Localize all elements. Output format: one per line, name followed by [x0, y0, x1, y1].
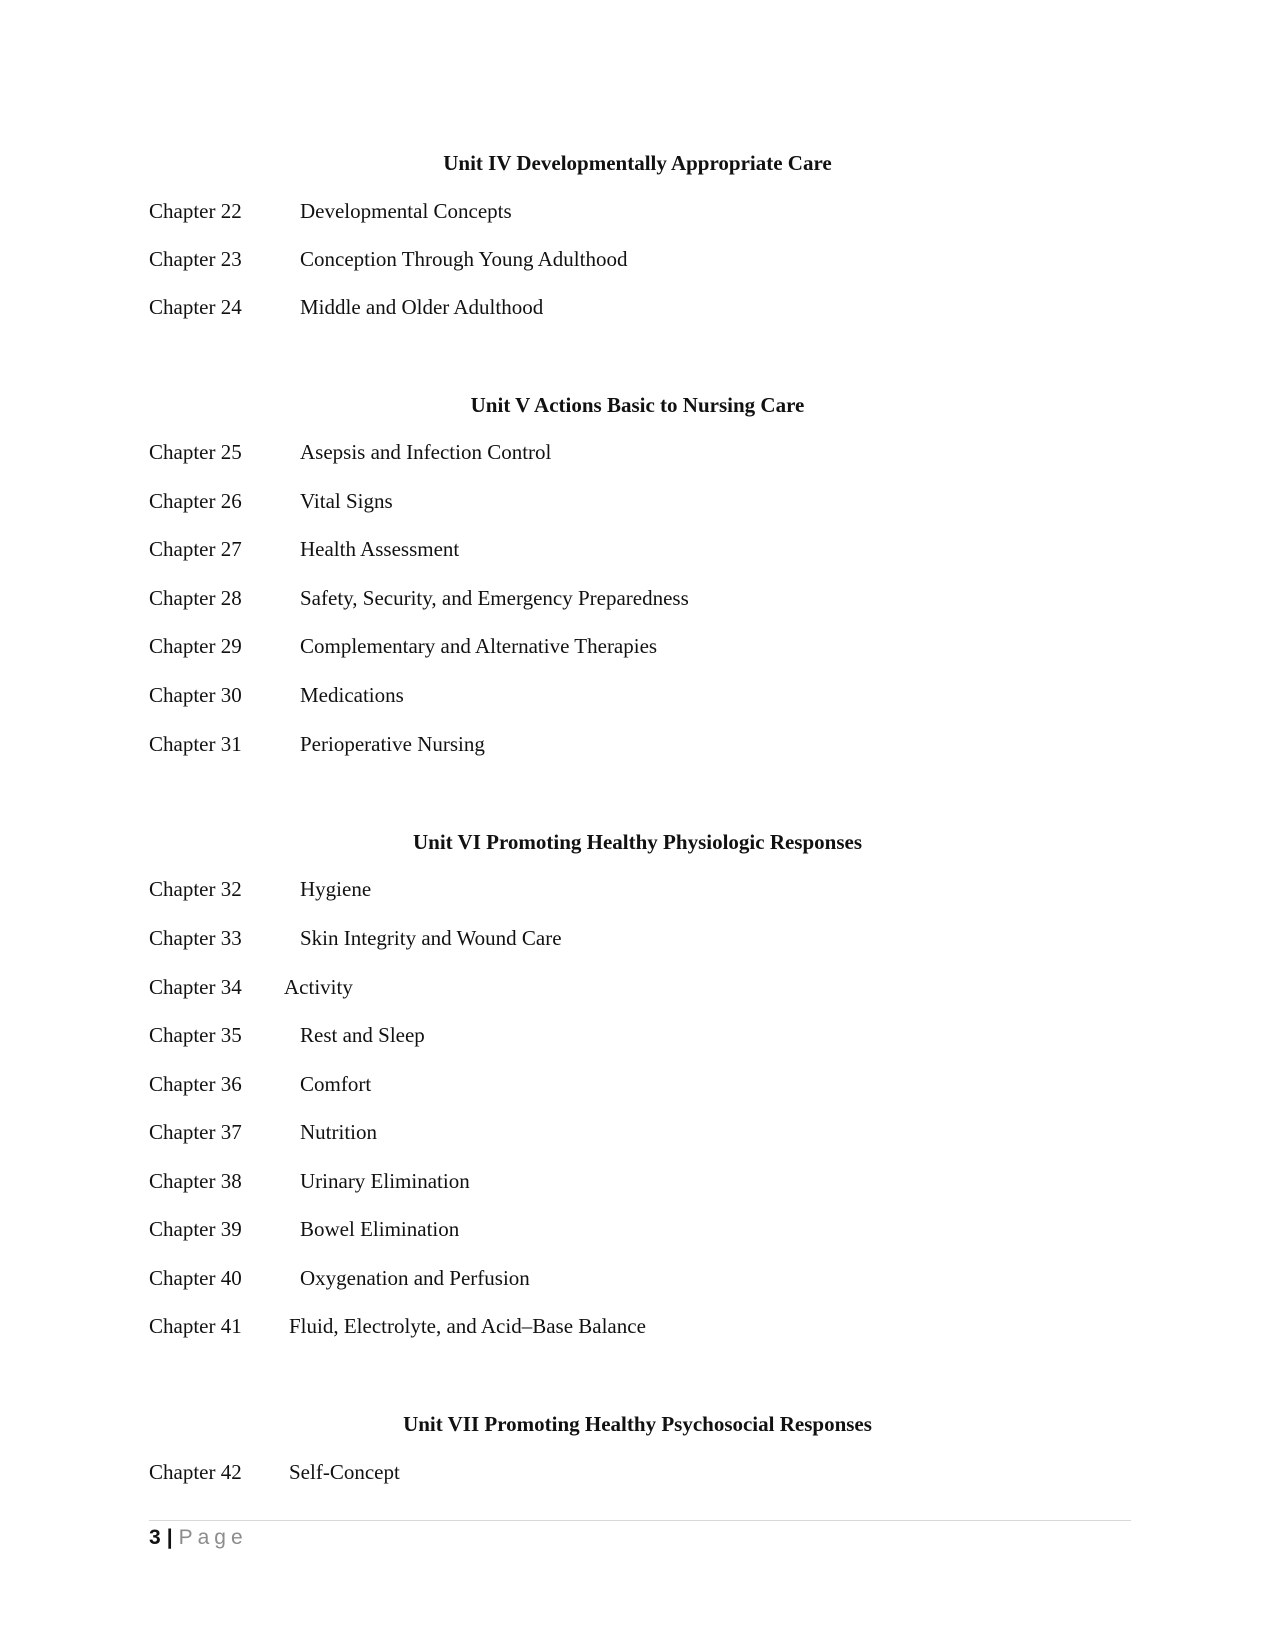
chapter-title: Bowel Elimination	[300, 1217, 460, 1241]
chapter-title: Developmental Concepts	[300, 199, 512, 223]
toc-row	[0, 1022, 1275, 1048]
chapter-number: Chapter 31	[149, 732, 242, 756]
page-label: Page	[178, 1526, 248, 1549]
toc-row	[0, 246, 1275, 272]
chapter-title: Self-Concept	[289, 1460, 400, 1484]
unit-heading: Unit IV Developmentally Appropriate Care	[443, 151, 832, 175]
chapter-title: Asepsis and Infection Control	[300, 440, 552, 464]
chapter-number: Chapter 35	[149, 1023, 242, 1047]
toc-row	[0, 439, 1275, 465]
chapter-title: Middle and Older Adulthood	[300, 295, 544, 319]
chapter-number: Chapter 33	[149, 926, 242, 950]
chapter-title: Medications	[300, 683, 404, 707]
toc-row	[0, 294, 1275, 320]
page-footer	[149, 1525, 248, 1551]
chapter-title: Urinary Elimination	[300, 1169, 470, 1193]
toc-row	[0, 876, 1275, 902]
toc-row	[0, 1216, 1275, 1242]
chapter-number: Chapter 22	[149, 199, 242, 223]
chapter-title: Health Assessment	[300, 537, 460, 561]
chapter-title: Rest and Sleep	[300, 1023, 425, 1047]
chapter-number: Chapter 32	[149, 877, 242, 901]
chapter-number: Chapter 23	[149, 247, 242, 271]
footer-divider	[149, 1520, 1131, 1521]
chapter-number: Chapter 38	[149, 1169, 242, 1193]
chapter-title: Hygiene	[300, 877, 372, 901]
chapter-number: Chapter 40	[149, 1266, 242, 1290]
unit-heading: Unit VI Promoting Healthy Physiologic Responses	[413, 830, 862, 854]
footer-separator: |	[166, 1526, 173, 1549]
chapter-number: Chapter 37	[149, 1120, 242, 1144]
chapter-number: Chapter 26	[149, 489, 242, 513]
toc-row	[0, 1168, 1275, 1194]
toc-row	[0, 682, 1275, 708]
chapter-number: Chapter 41	[149, 1314, 242, 1338]
chapter-number: Chapter 27	[149, 537, 242, 561]
toc-row	[0, 974, 1275, 1000]
toc-row	[0, 925, 1275, 951]
chapter-number: Chapter 29	[149, 634, 242, 658]
chapter-title: Activity	[284, 975, 353, 999]
chapter-number: Chapter 25	[149, 440, 242, 464]
toc-row	[0, 536, 1275, 562]
chapter-title: Complementary and Alternative Therapies	[300, 634, 658, 658]
toc-row	[0, 633, 1275, 659]
toc-row	[0, 585, 1275, 611]
chapter-title: Vital Signs	[300, 489, 393, 513]
toc-row	[0, 1119, 1275, 1145]
chapter-title: Safety, Security, and Emergency Preparedness	[300, 586, 689, 610]
chapter-number: Chapter 36	[149, 1072, 242, 1096]
toc-row	[0, 1313, 1275, 1339]
chapter-number: Chapter 42	[149, 1460, 242, 1484]
chapter-title: Comfort	[300, 1072, 372, 1096]
chapter-number: Chapter 30	[149, 683, 242, 707]
chapter-number: Chapter 24	[149, 295, 242, 319]
chapter-title: Fluid, Electrolyte, and Acid–Base Balance	[289, 1314, 646, 1338]
chapter-number: Chapter 39	[149, 1217, 242, 1241]
toc-row	[0, 198, 1275, 224]
unit-heading: Unit V Actions Basic to Nursing Care	[470, 393, 805, 417]
chapter-title: Nutrition	[300, 1120, 377, 1144]
toc-row	[0, 1459, 1275, 1485]
toc-row	[0, 488, 1275, 514]
chapter-title: Conception Through Young Adulthood	[300, 247, 628, 271]
toc-row	[0, 1071, 1275, 1097]
unit-heading: Unit VII Promoting Healthy Psychosocial Responses	[403, 1412, 872, 1436]
page-number: 3	[149, 1526, 161, 1549]
chapter-number: Chapter 34	[149, 975, 242, 999]
toc-row	[0, 1265, 1275, 1291]
chapter-title: Perioperative Nursing	[300, 732, 485, 756]
toc-row	[0, 731, 1275, 757]
chapter-number: Chapter 28	[149, 586, 242, 610]
chapter-title: Skin Integrity and Wound Care	[300, 926, 562, 950]
chapter-title: Oxygenation and Perfusion	[300, 1266, 530, 1290]
